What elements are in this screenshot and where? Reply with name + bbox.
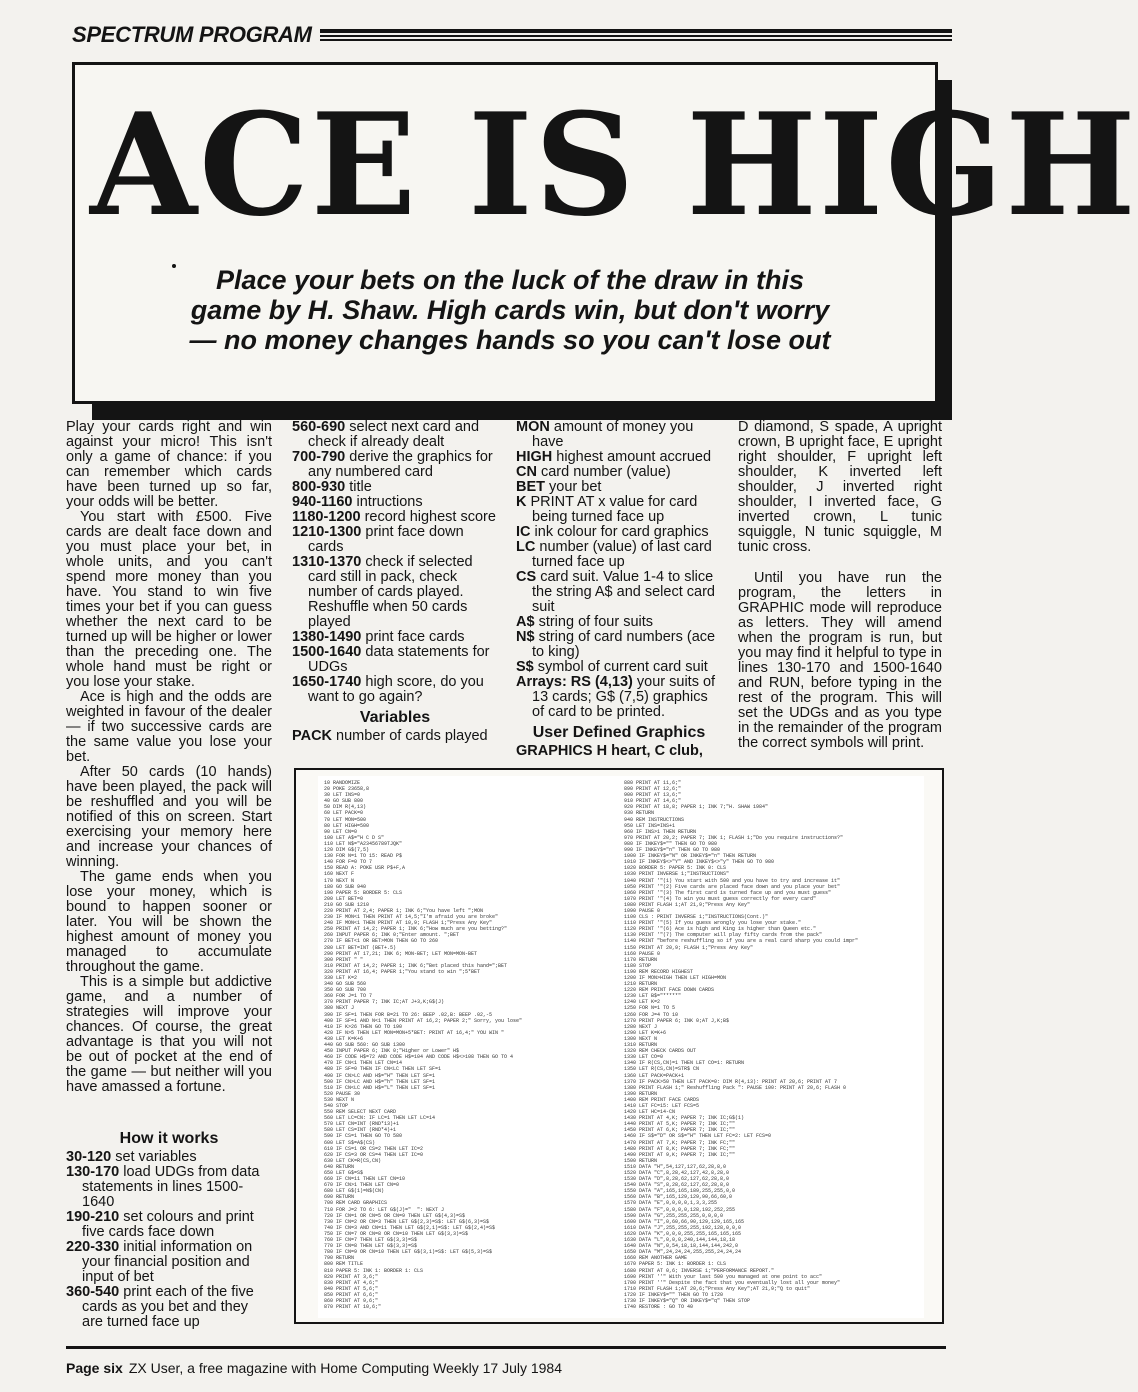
column-1 (66, 420, 272, 1095)
line-range: 130-170 (66, 1164, 120, 1180)
line-range: 1650-1740 (292, 674, 362, 690)
line-desc: print face cards (365, 629, 465, 645)
variable-entry (516, 660, 722, 675)
variable-name: BET (516, 479, 545, 495)
paragraph: D diamond, S spade, A upright crown, B upright face, E upright right shoulder, F upright left shoulder, K inverted left shoulder, J inverted right shoulder, I inverted face, G inverted crown, L tunic squiggle, N tunic squiggle, M tunic cross. (738, 419, 942, 555)
line-range: 30-120 (66, 1149, 112, 1165)
variable-entry (516, 420, 722, 450)
variable-name: A$ (516, 614, 535, 630)
paragraph: The game ends when you lose your money, which is bound to happen sooner or later. You will be shown the highest amount of money you managed to accumulate throughout the game. (66, 869, 272, 975)
variable-desc: string of card numbers (ace to king) (532, 629, 716, 660)
variable-name: MON (516, 419, 550, 435)
variable-desc: your bet (549, 479, 602, 495)
variable-name: LC (516, 539, 536, 555)
variable-entry (516, 525, 722, 540)
line-desc: print face down cards (308, 524, 464, 555)
variable-entry (516, 540, 722, 570)
paragraph: Until you have run the program, the letters in GRAPHIC mode will reproduce as letters. They will amend when the program is run, but you may find it helpful to type in lines 130-170 and 1500-1640 and RUN, before typing in the rest of the program. This will set the UDGs and as you type in the remainder of the program the correct symbols will print. (738, 570, 942, 751)
footer-credit: ZX User, a free magazine with Home Computing Weekly 17 July 1984 (128, 1359, 562, 1376)
variable-entry (516, 630, 722, 660)
page-number: Page six (66, 1359, 123, 1376)
listing-right-column: 880 PRINT AT 11,6;" 890 PRINT AT 12,6;" 900 PRINT AT 13,6;" 910 PRINT AT 14,6;" 920 PRINT AT 18,8; PAPER 1; INK 7;"H. SHAW 1984" 930 RETURN 940 REM INSTRUCTIONS 950 LET INS=INS+1 960 IF INS>1 THEN RETURN 970 PRINT AT 20,2; PAPER 7; INK 1; FLASH 1;"Do you require instructions?" 980 IF INKEY$="" THEN GO TO 980 990 IF INKEY$="n" THEN GO TO 980 1000 IF INKEY$="N" OR INKEY$="n" THEN RETURN 1010 IF INKEY$<>"Y" AND INKEY$<>"y" THEN GO TO 980 1020 BORDER 5: PAPER 5: INK 0: CLS 1030 PRINT INVERSE 1;"INSTRUCTIONS" 1040 PRINT '"(1) You start with 500 and you have to try and increase it" 1050 PRINT '"(2) Five cards are placed face down and you place your bet" 1060 PRINT '"(3) The first card is turned face up and you must guess" 1070 PRINT '"(4) To win you must guess correctly for every card" 1080 PRINT FLASH 1;AT 21,9;"Press Any Key" 1090 PAUSE 0 1100 CLS : PRINT INVERSE 1;"INSTRUCTIONS(Cont.)" 1110 PRINT '"(5) If you guess wrongly you lose your stake." 1120 PRINT '"(6) Ace is high and King is higher than Queen etc." 1130 PRINT '"(7) The computer will play fifty cards from the pack" 1140 PRINT "before reshuffling so if you are a real card sharp you could impr" 1150 PRINT AT 20,9; FLASH 1;"Press Any Key" 1160 PAUSE 0 1170 RETURN 1180 STOP 1190 REM RECORD HIGHEST 1200 IF MON>HIGH THEN LET HIGH=MON 1210 RETURN 1220 REM PRINT FACE DOWN CARDS 1230 LET B$="*****" 1240 LET K=2 1250 FOR N=1 TO 5 1260 FOR J=4 TO 10 1270 PRINT PAPER 6; INK 0;AT J,K;B$ 1280 NEXT J 1290 LET K=K+6 1300 NEXT N 1310 RETURN 1320 REM CHECK CARDS OUT 1330 LET CO=0 1340 IF R(CS,CN)=1 THEN LET CO=1: RETURN 1350 LET R(CS,CN)=STR$ CN 1360 LET PACK=PACK+1 1370 IF PACK>50 THEN LET PACK=0: DIM R(4,13): PRINT AT 20,6; PRINT AT 7 1380 PRINT FLASH 1;" Reshuffling Pack ": PAUSE 100: PRINT AT 20,6; FLASH 0 1390 RETURN 1400 REM PRINT FACE CARDS 1410 LET FC=15: LET FCS=5 1420 LET HC=14-CN 1430 PRINT AT 4,K; PAPER 7; INK IC;G$(1) 1440 PRINT AT 5,K; PAPER 7; INK IC;"" 1450 PRINT AT 6,K; PAPER 7; INK IC;"" 1460 IF S$="D" OR S$="H" THEN LET FC=2: LET FCS=0 1470 PRINT AT 7,K; PAPER 7; INK FC;"" 1480 PRINT AT 8,K; PAPER 7; INK FC;"" 1490 PRINT AT 9,K; PAPER 7; INK IC;"" 1500 RETURN 1510 DATA "H",54,127,127,62,28,8,0 1520 DATA "C",8,28,42,127,42,8,28,0 1530 DATA "D",8,28,62,127,62,28,8,0 1540 DATA "S",8,28,62,127,62,28,8,0 1550 DATA "A",165,165,189,255,255,0,0 1560 DATA "B",165,129,129,90,66,60,0 1570 DATA "E",0,0,0,0,1,3,3,255 1580 DATA "F",0,0,0,0,128,192,252,255 1590 DATA "G",255,255,255,0,0,0,0 1600 DATA "I",0,60,66,90,129,129,165,165 1610 DATA "J",255,255,255,192,128,0,0,0 1620 DATA "K",0,0,0,255,255,165,165,165 1630 DATA "L",0,0,0,240,144,144,18,18 1640 DATA "N",0,54,18,18,144,144,242,0 1650 DATA "M",24,24,24,255,255,24,24,24 1660 REM ANOTHER GAME 1670 PAPER 5: INK 1: BORDER 1: CLS 1680 PRINT AT 0,6; INVERSE 1;"PERFORMANCE REPORT." 1690 PRINT ''" With your last 500 you managed at one point to acc" 1700 PRINT ''" Despite the fact that you eventually lost all your money" 1710 PRINT FLASH 1;AT 20,6;"Press Any Key";AT 21,9;"Q to quit" 1720 IF INKEY$="" THEN GO TO 1720 1730 IF INKEY$="Q" OR INKEY$="q" THEN STOP 1740 RESTORE : GO TO 40 (624, 780, 859, 1311)
listing-left-column: 10 RANDOMIZE 20 POKE 23658,8 30 LET INS=0 40 GO SUB 800 50 DIM R(4,13) 60 LET PACK=0 70 LET MON=500 80 LET HIGH=500 90 LET CN=0 100 LET A$="H C D S" 110 LET N$="A23456789TJQK" 120 DIM G$(7,5) 130 FOR N=1 TO 15: READ P$ 140 FOR F=0 TO 7 150 READ A: POKE USR P$+F,A 160 NEXT F 170 NEXT N 180 GO SUB 940 190 PAPER 5: BORDER 5: CLS 200 LET BET=0 210 GO SUB 1210 220 PRINT AT 2,4; PAPER 1; INK 6;"You have left ";MON 230 IF MON<1 THEN PRINT AT 14,5;"I'm afraid you are broke" 240 IF MON<1 THEN PRINT AT 10,9; FLASH 1;"Press Any Key" 250 PRINT AT 14,2; PAPER 1; INK 6;"How much are you betting?" 260 INPUT PAPER 6; INK 0;"Enter amount. ";BET 270 IF BET<1 OR BET>MON THEN GO TO 260 280 LET BET=INT (BET+.5) 290 PRINT AT 17,21; INK 6; MON-BET; LET MON=MON-BET 300 PRINT " " 310 PRINT AT 14,2; PAPER 1; INK 6;"Bet placed this hand=";BET 320 PRINT AT 16,4; PAPER 1;"You stand to win ";5*BET 330 LET K=2 340 GO SUB 560 350 GO SUB 700 360 FOR J=1 TO 7 370 PRINT PAPER 7; INK IC;AT J+3,K;G$(J) 380 NEXT J 390 IF SF=1 THEN FOR B=21 TO 26: BEEP .02,B: BEEP .02,-5 400 IF SF=1 AND N<1 THEN PRINT AT 16,2; PAPER 2;" Sorry, you lose" 410 IF K>26 THEN GO TO 190 420 IF N>5 THEN LET MON=MON+5*BET: PRINT AT 16,4;" YOU WIN " 430 LET K=K+6 440 GO SUB 560: GO SUB 1300 450 INPUT PAPER 6; INK 0;"Higher or Lower" H$ 460 IF CODE H$=72 AND CODE H$=104 AND CODE H$<>108 THEN GO TO 4 470 IF CN<1 THEN LET CN=14 480 IF SF=0 THEN IF CN<LC THEN LET SF=1 490 IF CN>LC AND H$="H" THEN LET SF=1 500 IF CN>LC AND H$="h" THEN LET SF=1 510 IF CN<LC AND H$="L" THEN LET SF=1 520 PAUSE 30 530 NEXT N 540 STOP 550 REM SELECT NEXT CARD 560 LET LC=CN: IF LC=1 THEN LET LC=14 570 LET CN=INT (RND*13)+1 580 LET CS=INT (RND*4)+1 590 IF CS=1 THEN GO TO 580 600 LET S$=A$(CS) 610 IF CS=1 OR CS=2 THEN LET IC=2 620 IF CS=3 OR CS=4 THEN LET IC=0 630 LET CK=R(CS,CN) 640 RETURN 650 LET G$=S$ 660 IF CN=11 THEN LET CN=10 670 IF CN>1 THEN LET CN=0 680 LET G$(1)=N$(CN) 690 RETURN 700 REM CARD GRAPHICS 710 FOR J=2 TO 6: LET G$(J)=" ": NEXT J 720 IF CN=1 OR CN=5 OR CN=9 THEN LET G$(4,3)=S$ 730 IF CN=2 OR CN=3 THEN LET G$(2,3)=S$: LET G$(6,3)=S$ 740 IF CN=3 AND CN=11 THEN LET G$(2,1)=S$: LET G$(2,4)=S$ 750 IF CN=7 OR CN=8 OR CN=10 THEN LET G$(3,3)=S$ 760 IF CN=7 THEN LET G$(3,3)=S$ 770 IF CN=8 THEN LET G$(3,3)=S$ 780 IF CN=9 OR CN=10 THEN LET G$(3,1)=S$: LET G$(5,3)=S$ 790 RETURN 800 REM TITLE 810 PAPER 5: INK 1: BORDER 1: CLS 820 PRINT AT 3,6;" 830 PRINT AT 4,6;" 840 PRINT AT 5,6;" 850 PRINT AT 6,6;" 860 PRINT AT 9,6;" 870 PRINT AT 10,6;" (324, 780, 523, 1311)
variable-desc: number (value) of last card turned face up (532, 539, 712, 570)
line-entry (292, 495, 498, 510)
line-range: 1210-1300 (292, 524, 362, 540)
variable-desc: amount of money you have (532, 419, 694, 450)
line-entry (292, 450, 498, 480)
line-entry (66, 1150, 272, 1165)
line-entry (66, 1240, 272, 1285)
variable-desc: your suits of 13 cards; G$ (7,5) graphics of card to be printed. (532, 674, 716, 720)
udg-intro: GRAPHICS H heart, C club, (516, 743, 703, 759)
how-it-works-heading: How it works (119, 1130, 219, 1147)
line-desc: initial information on your financial position and input of bet (82, 1239, 253, 1285)
line-desc: title (349, 479, 372, 495)
line-range: 940-1160 (292, 494, 353, 510)
line-entry (66, 1210, 272, 1240)
bullet-dot (172, 264, 176, 268)
listing-paper (318, 776, 924, 1318)
variable-entry (516, 615, 722, 630)
paragraph: You start with £500. Five cards are dealt face down and you must place your bet, in whole units, and you can't spend more money than you have. You stand to win five times your bet if you can guess whether the next card to be turned up will be higher or lower than the preceding one. The whole hand must be right or you lose your stake. (66, 509, 272, 690)
variable-entry (516, 465, 722, 480)
variable-name: CS (516, 569, 537, 585)
line-range: 1310-1370 (292, 554, 362, 570)
line-desc: print each of the five cards as you bet and they are turned face up (82, 1284, 254, 1330)
udg-heading: User Defined Graphics (532, 724, 706, 741)
line-entry (292, 630, 498, 645)
variable-desc: highest amount accrued (556, 449, 712, 465)
variable-name: N$ (516, 629, 535, 645)
variable-name: HIGH (516, 449, 553, 465)
article-title: ACE IS HIGH (90, 81, 1138, 248)
variable-entry (516, 495, 722, 525)
paragraph: This is a simple but addictive game, and a number of strategies will improve your chances. Of course, the great advantage is that you will not be out of pocket at the end of the game — but neither will you have amassed a fortune. (66, 974, 272, 1095)
variable-name: IC (516, 524, 531, 540)
line-entry (292, 510, 498, 525)
line-desc: record highest score (364, 509, 496, 525)
variable-desc: number of cards played (336, 728, 488, 744)
page-footer (66, 1346, 946, 1376)
line-desc: select next card and check if already dealt (308, 419, 480, 450)
variable-name: PACK (292, 728, 333, 744)
line-entry (292, 420, 498, 450)
variable-name: Arrays: RS (4,13) (516, 674, 633, 690)
line-desc: check if selected card still in pack, check number of cards played. Reshuffle when 50 cards played (308, 554, 473, 630)
variable-desc: card suit. Value 1-4 to slice the string A$ and select card suit (532, 569, 715, 615)
line-entry (66, 1165, 272, 1210)
line-range: 220-330 (66, 1239, 120, 1255)
variable-entry (516, 675, 722, 720)
variable-entry (516, 480, 722, 495)
variable-desc: symbol of current card suit (537, 659, 708, 675)
line-entry (292, 555, 498, 630)
section-label: SPECTRUM PROGRAM (72, 22, 312, 47)
paragraph: Play your cards right and win against your micro! This isn't only a game of chance: if you can remember which cards have been turned up so far, your odds will be better. (66, 419, 272, 510)
line-range: 1500-1640 (292, 644, 362, 660)
variable-desc: card number (value) (540, 464, 671, 480)
line-desc: load UDGs from data statements in lines 1500-1640 (82, 1164, 260, 1210)
line-desc: data statements for UDGs (308, 644, 490, 675)
line-range: 1380-1490 (292, 629, 362, 645)
line-desc: set variables (115, 1149, 197, 1165)
variable-name: K (516, 494, 527, 510)
line-entry (292, 480, 498, 495)
variable-name: CN (516, 464, 537, 480)
variable-desc: ink colour for card graphics (534, 524, 709, 540)
variables-heading: Variables (359, 709, 431, 726)
paragraph: Ace is high and the odds are weighted in favour of the dealer — if two successive cards are the same value you lose your bet. (66, 689, 272, 765)
column-2 (292, 420, 498, 744)
line-entry (292, 525, 498, 555)
line-entry (66, 1285, 272, 1330)
column-4 (738, 420, 942, 751)
program-listing (294, 768, 944, 1324)
line-desc: high score, do you want to go again? (308, 674, 484, 705)
line-desc: intructions (356, 494, 423, 510)
line-range: 560-690 (292, 419, 346, 435)
paragraph: After 50 cards (10 hands) have been played, the pack will be reshuffled and you will be notified of this on screen. Start exercising your memory here and increase your chances of winning. (66, 764, 272, 870)
line-desc: derive the graphics for any numbered card (308, 449, 493, 480)
variable-name: S$ (516, 659, 534, 675)
line-range: 360-540 (66, 1284, 120, 1300)
variable-entry (516, 570, 722, 615)
section-header (72, 18, 952, 52)
article-subtitle: Place your bets on the luck of the draw in this game by H. Shaw. High cards win, but don't worry — no money changes hands so you can't lose out (189, 265, 831, 355)
line-range: 700-790 (292, 449, 346, 465)
line-entry (292, 645, 498, 675)
line-entry (292, 675, 498, 705)
header-rule (320, 29, 952, 41)
line-range: 1180-1200 (292, 509, 361, 525)
how-it-works (66, 1126, 272, 1330)
variable-desc: PRINT AT x value for card being turned face up (530, 494, 698, 525)
column-3 (516, 420, 722, 759)
variable-entry (292, 729, 498, 744)
variable-desc: string of four suits (538, 614, 654, 630)
line-desc: set colours and print five cards face down (82, 1209, 254, 1240)
line-range: 800-930 (292, 479, 346, 495)
variable-entry (516, 450, 722, 465)
line-range: 190-210 (66, 1209, 120, 1225)
